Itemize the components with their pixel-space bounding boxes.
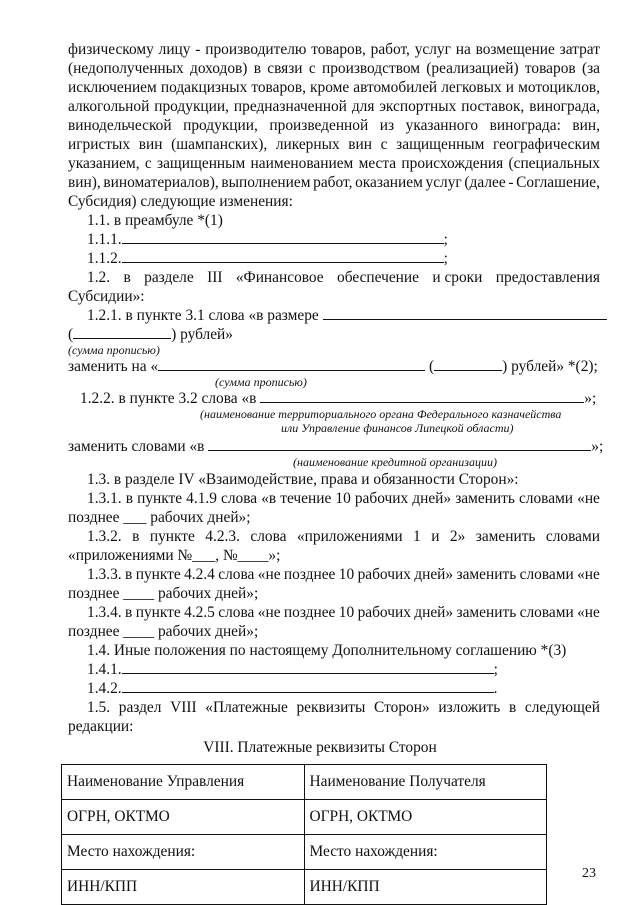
table-cell: Наименование Получателя	[304, 765, 547, 800]
word: физическому	[68, 41, 154, 58]
word: дней»	[412, 490, 452, 507]
word: 4.2.5	[184, 604, 215, 621]
blank-line	[208, 437, 591, 451]
blank-line	[122, 679, 494, 693]
item-1-1-2-number: 1.1.2.	[87, 250, 122, 267]
word: позднее	[283, 566, 336, 583]
table-cell: Наименование Управления	[62, 765, 305, 800]
word: происхождения	[401, 155, 504, 172]
item-1-3-2	[87, 527, 600, 546]
item-1-3-2-cont: «приложениями №___, №____»;	[68, 547, 281, 564]
item-1-3-1-cont: позднее ___ рабочих дней»;	[68, 509, 251, 526]
table-row	[62, 800, 547, 835]
word: Сторон»	[374, 699, 430, 716]
item-1-3-1	[87, 489, 600, 508]
item-1-3-4-cont: позднее ____ рабочих дней»;	[68, 623, 259, 640]
caption-treasury-1: (наименование территориального органа Федерального казначейства	[200, 407, 562, 421]
word: «не	[257, 566, 281, 583]
requisites-table	[61, 764, 547, 905]
word: работ,	[313, 174, 353, 191]
blank-line	[122, 230, 444, 244]
quote-end: »;	[584, 390, 597, 407]
intro-line-8	[68, 173, 600, 192]
item-1-3: 1.3. в разделе IV «Взаимодействие, права и обязанности Сторон»:	[87, 471, 519, 488]
word: поставок,	[461, 98, 525, 115]
word: (шампанских),	[171, 136, 268, 153]
word: следующей	[524, 699, 600, 716]
item-1-4-1	[87, 660, 640, 679]
intro-line-5	[68, 116, 600, 135]
item-1-2-2	[80, 389, 640, 408]
word: дней»	[414, 566, 454, 583]
word: в	[132, 528, 140, 545]
quote-end: »;	[591, 438, 604, 455]
word: товаров	[524, 60, 576, 77]
word: слова	[218, 566, 255, 583]
word: 1.2.	[87, 269, 111, 286]
replace-words-line	[68, 437, 640, 456]
table-cell: ОГРН, ОКТМО	[304, 800, 547, 835]
blank-line	[158, 357, 425, 371]
replace-on-text: заменить на «	[68, 358, 159, 375]
word: 4.2.4	[184, 566, 215, 583]
item-1-2-cont: Субсидии»:	[68, 288, 145, 305]
blank-line	[323, 306, 607, 320]
word: услуг	[414, 41, 451, 58]
word: 2»	[449, 528, 466, 545]
word: наименованием	[250, 155, 354, 172]
rubles-text: ) рублей»	[171, 326, 233, 343]
word: «не	[257, 604, 281, 621]
word: в	[125, 490, 133, 507]
item-1-5	[87, 698, 600, 717]
word: -	[195, 41, 201, 58]
word: алкогольной	[68, 98, 150, 115]
word: рабочих	[354, 490, 409, 507]
word: 1	[413, 528, 421, 545]
word: Соглашение,	[516, 174, 600, 191]
word: слова	[250, 528, 287, 545]
word: предоставления	[495, 269, 600, 286]
word: затрат	[559, 41, 600, 58]
word: позднее	[283, 604, 336, 621]
word: подакцизных	[160, 79, 248, 96]
item-1-3-4	[87, 603, 600, 622]
word: винограда:	[489, 117, 561, 134]
item-1-4: 1.4. Иные положения по настоящему Дополнительному соглашению *(3)	[87, 642, 567, 659]
word: -	[508, 174, 514, 191]
word: дней»	[414, 604, 454, 621]
period: .	[493, 680, 498, 697]
word: (реализацией)	[426, 60, 519, 77]
word: услуг	[425, 174, 462, 191]
rubles-text: ) рублей» *(2);	[502, 358, 598, 375]
blank-line	[122, 249, 444, 263]
word: указанного	[405, 117, 479, 134]
word: 10	[338, 604, 355, 621]
word: вин,	[572, 117, 600, 134]
word: словами	[545, 528, 600, 545]
section-viii-title: VIII. Платежные реквизиты Сторон	[203, 739, 437, 756]
table-row	[62, 870, 547, 905]
word: в	[123, 269, 131, 286]
item-1-1-1	[87, 230, 640, 249]
intro-line-2	[68, 59, 600, 78]
word: вин	[138, 136, 163, 153]
open-paren: (	[68, 326, 74, 343]
word: разделе	[144, 269, 194, 286]
word: заменить	[455, 490, 515, 507]
word: словами	[519, 604, 574, 621]
semicolon: ;	[493, 661, 498, 678]
blank-line	[122, 660, 494, 674]
semicolon: ;	[443, 250, 448, 267]
item-1-4-2	[87, 679, 640, 698]
item-1-4-2-number: 1.4.2.	[87, 680, 122, 697]
replace-on-line	[68, 357, 640, 376]
word: защищенным	[157, 155, 246, 172]
word: указанием,	[68, 155, 140, 172]
word: винограда,	[529, 98, 600, 115]
item-1-5-cont: редакции:	[68, 718, 134, 735]
word: производством	[321, 60, 421, 77]
intro-line-7	[68, 154, 600, 173]
item-1-2-1-amount	[68, 325, 640, 344]
item-1-2-1-text: 1.2.1. в пункте 3.1 слова «в размере	[87, 307, 319, 324]
word: «не	[577, 566, 600, 583]
item-1-2	[87, 268, 600, 287]
word: из	[379, 117, 395, 134]
word: «в	[261, 490, 277, 507]
word: оказанием	[355, 174, 423, 191]
blank-line	[434, 357, 502, 371]
word: VIII	[170, 699, 197, 716]
word: винодельческой	[68, 117, 172, 134]
sum-caption: (сумма прописью)	[68, 343, 160, 357]
word: заменить	[456, 604, 517, 621]
word: изложить	[438, 699, 501, 716]
word: обеспечение	[337, 269, 419, 286]
word: и	[431, 528, 440, 545]
word: раздел	[118, 699, 162, 716]
word: реквизиты	[296, 699, 366, 716]
word: заменить	[475, 528, 536, 545]
word: в	[125, 566, 133, 583]
word: (специальных	[508, 155, 600, 172]
table-cell: ОГРН, ОКТМО	[62, 800, 305, 835]
word: доходов)	[189, 60, 248, 77]
word: связи	[267, 60, 303, 77]
word: вин),	[68, 174, 101, 191]
word: легковых	[441, 79, 502, 96]
word: игристых	[68, 136, 131, 153]
word: рабочих	[357, 566, 411, 583]
word: кроме	[310, 79, 350, 96]
word: «приложениями	[296, 528, 403, 545]
word: «Платежные	[205, 699, 288, 716]
intro-line-1	[68, 40, 600, 59]
word: возмещение	[475, 41, 555, 58]
word: в	[125, 604, 133, 621]
word: с	[144, 155, 152, 172]
word: «не	[577, 490, 600, 507]
word: 1.5.	[87, 699, 111, 716]
word: произведенной	[269, 117, 369, 134]
word: продукции,	[183, 117, 258, 134]
word: географическим	[493, 136, 600, 153]
table-cell: Место нахождения:	[62, 835, 305, 870]
word: продукции,	[154, 98, 229, 115]
word: работ,	[370, 41, 410, 58]
word: вин	[348, 136, 373, 153]
word: пункте	[135, 566, 181, 583]
word: на	[455, 41, 471, 58]
word: (за	[581, 60, 600, 77]
word: 10	[338, 566, 355, 583]
word: пункте	[149, 528, 195, 545]
semicolon: ;	[443, 231, 448, 248]
word: товаров,	[251, 79, 306, 96]
word: заменить	[456, 566, 517, 583]
word: слова	[218, 604, 255, 621]
word: 4.1.9	[186, 490, 217, 507]
word: мотоциклов,	[518, 79, 600, 96]
word: пункте	[137, 490, 183, 507]
blank-line	[73, 325, 171, 339]
intro-line-3	[68, 78, 600, 97]
word: и сроки	[432, 269, 483, 286]
intro-line-4	[68, 97, 600, 116]
word: пункте	[135, 604, 181, 621]
word: предназначенной	[233, 98, 347, 115]
item-1-2-2-text: 1.2.2. в пункте 3.2 слова «в	[80, 390, 257, 407]
word: 4.2.3.	[205, 528, 240, 545]
blank-line	[260, 389, 584, 403]
word: выполнением	[221, 174, 311, 191]
intro-line-9: Субсидия) следующие изменения:	[68, 193, 293, 210]
word: 10	[335, 490, 351, 507]
word: словами	[519, 566, 574, 583]
item-1-1-2	[87, 249, 640, 268]
word: (недополученных	[68, 60, 184, 77]
sum-caption-2: (сумма прописью)	[215, 375, 307, 389]
replace-words-text: заменить словами «в	[68, 438, 205, 455]
word: исключением	[68, 79, 157, 96]
word: «не	[577, 604, 600, 621]
item-1-1: 1.1. в преамбуле *(1)	[87, 212, 223, 229]
word: 1.3.1.	[87, 490, 122, 507]
word: автомобилей	[353, 79, 438, 96]
word: 1.3.2.	[87, 528, 122, 545]
table-cell: ИНН/КПП	[304, 870, 547, 905]
word: 1.3.4.	[87, 604, 122, 621]
word: 1.3.3.	[87, 566, 122, 583]
open-paren: (	[429, 358, 435, 375]
caption-credit: (наименование кредитной организации)	[293, 455, 497, 469]
word: и	[505, 79, 515, 96]
word: для	[351, 98, 375, 115]
word: производителю	[205, 41, 307, 58]
intro-line-6	[68, 135, 600, 154]
word: рабочих	[357, 604, 411, 621]
word: места	[358, 155, 397, 172]
word: лицу	[158, 41, 191, 58]
caption-treasury-2: или Управление финансов Липецкой области)	[281, 421, 514, 435]
word: защищенным	[396, 136, 485, 153]
item-1-1-1-number: 1.1.1.	[87, 231, 122, 248]
item-1-3-3-cont: позднее ____ рабочих дней»;	[68, 585, 259, 602]
item-1-3-3	[87, 565, 600, 584]
word: виноматериалов),	[103, 174, 219, 191]
word: с	[380, 136, 388, 153]
table-row	[62, 835, 547, 870]
word: товаров,	[311, 41, 366, 58]
item-1-4-1-number: 1.4.1.	[87, 661, 122, 678]
word: III	[207, 269, 223, 286]
word: ликерных	[275, 136, 340, 153]
word: в	[253, 60, 261, 77]
table-cell: Место нахождения:	[304, 835, 547, 870]
page-number: 23	[582, 866, 596, 881]
table-cell: ИНН/КПП	[62, 870, 305, 905]
item-1-2-1	[87, 306, 640, 325]
word: слова	[221, 490, 258, 507]
word: с	[308, 60, 316, 77]
word: словами	[518, 490, 574, 507]
word: (далее	[464, 174, 506, 191]
word: в	[508, 699, 517, 716]
word: «Финансовое	[235, 269, 324, 286]
word: течение	[280, 490, 332, 507]
table-row	[62, 765, 547, 800]
word: экспортных	[379, 98, 457, 115]
